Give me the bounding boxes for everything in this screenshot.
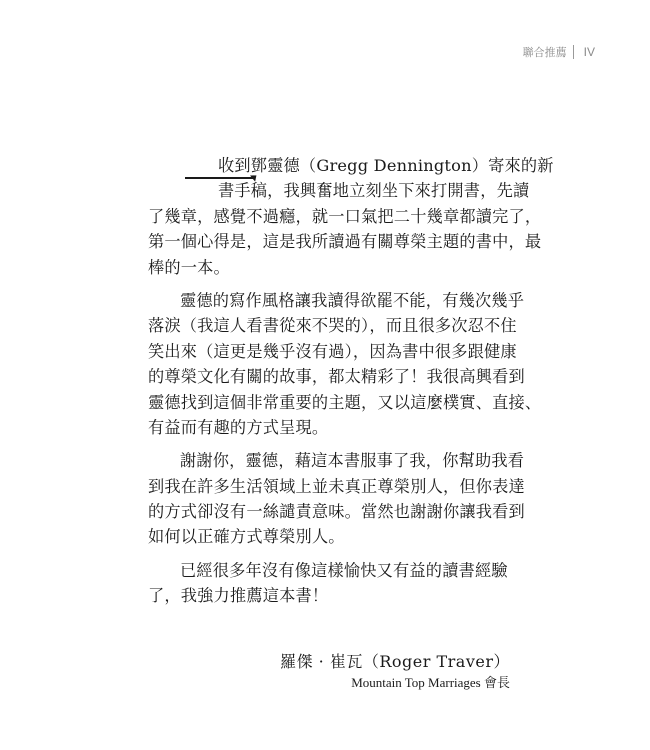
text-line: 書手稿，我興奮地立刻坐下來打開書，先讀 [218, 181, 530, 201]
signature-block [280, 650, 510, 692]
text-line: 的尊榮文化有關的故事，都太精彩了！我很高興看到 [148, 367, 525, 387]
header-divider [573, 45, 574, 59]
text-line: 落淚（我這人看書從來不哭的），而且很多次忍不住 [148, 316, 517, 336]
text-line: 有益而有趣的方式呈現。 [148, 417, 329, 437]
paragraph-1 [148, 153, 554, 280]
text-line: 靈德的寫作風格讓我讀得欲罷不能，有幾次幾乎 [180, 290, 525, 310]
signature-name: 羅傑 · 崔瓦（Roger Traver） [280, 652, 510, 671]
page-number: IV [583, 45, 595, 59]
text-line: 靈德找到這個非常重要的主題，又以這麼樸實、直接、 [148, 392, 542, 412]
paragraph-4 [148, 558, 508, 609]
running-header [523, 44, 595, 60]
section-title: 聯合推薦 [522, 46, 567, 59]
signature-title: Mountain Top Marriages 會長 [351, 675, 510, 690]
document-body [148, 153, 554, 609]
text-line: 的方式卻沒有一絲譴責意味。當然也謝謝你讓我看到 [148, 502, 525, 522]
text-line: 笑出來（這更是幾乎沒有過），因為書中很多跟健康 [148, 341, 517, 361]
text-line: 到我在許多生活領域上並未真正尊榮別人，但你表達 [148, 476, 525, 496]
text-line: 謝謝你，靈德，藉這本書服事了我，你幫助我看 [180, 451, 525, 471]
text-line: 了幾章，感覺不過癮，就一口氣把二十幾章都讀完了， [148, 206, 542, 226]
text-line: 收到鄧靈德（Gregg Dennington）寄來的新 [218, 156, 554, 175]
paragraph-2 [148, 288, 542, 440]
text-line: 棒的一本。 [148, 257, 230, 277]
text-line: 第一個心得是，這是我所讀過有關尊榮主題的書中，最 [148, 232, 542, 252]
arrow-icon [185, 177, 255, 179]
paragraph-3 [148, 448, 525, 550]
text-line: 如何以正確方式尊榮別人。 [148, 527, 345, 547]
text-line: 已經很多年沒有像這樣愉快又有益的讀書經驗 [180, 560, 508, 580]
text-line: 了，我強力推薦這本書！ [148, 586, 329, 606]
